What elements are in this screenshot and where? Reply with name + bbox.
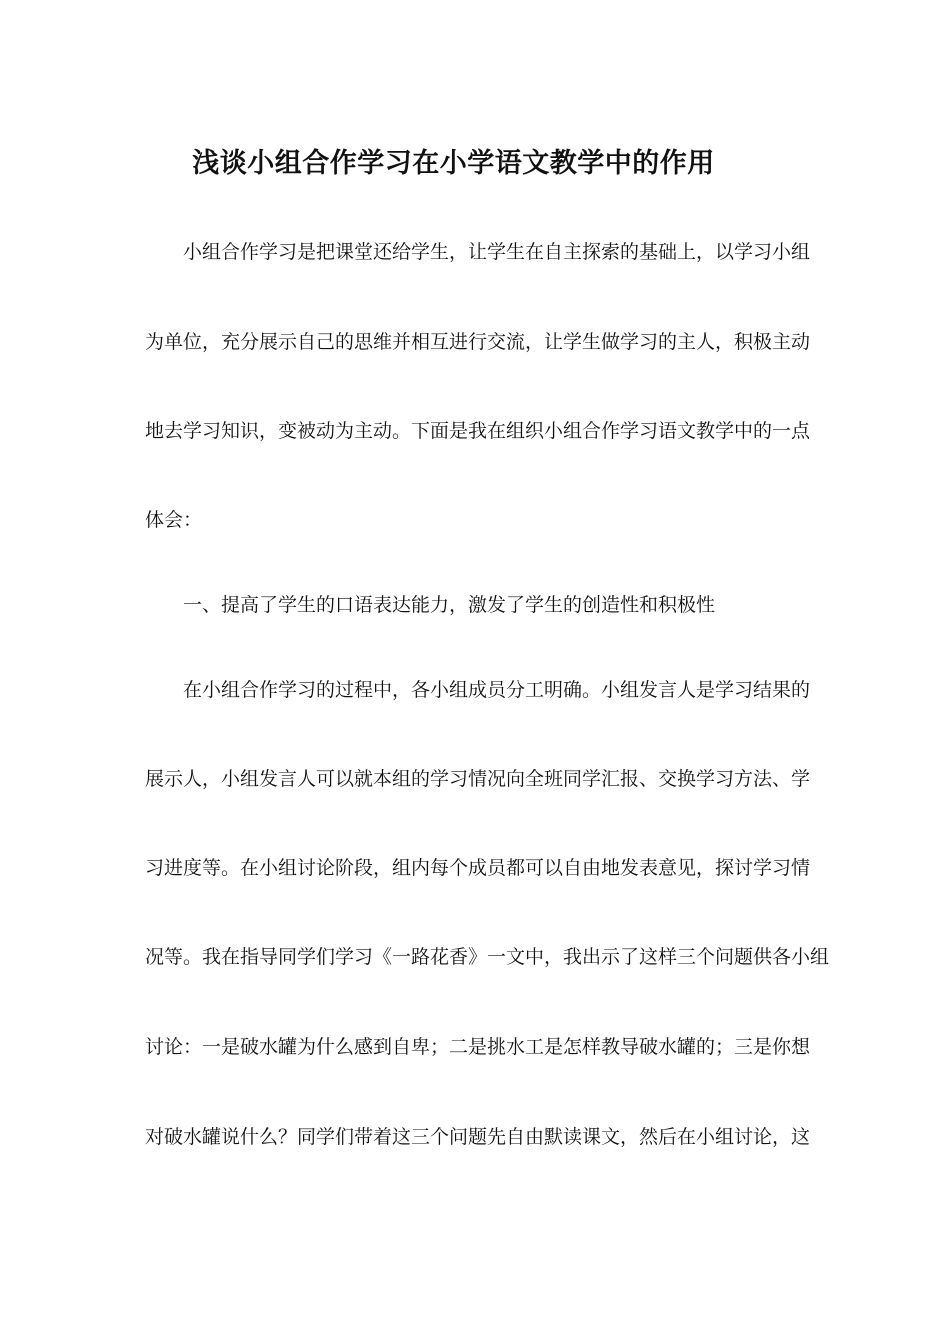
paragraph-line: 况等。我在指导同学们学习《一路花香》一文中，我出示了这样三个问题供各小组 (145, 946, 830, 968)
document-title: 浅谈小组合作学习在小学语文教学中的作用 (192, 148, 715, 179)
paragraph-line: 习进度等。在小组讨论阶段，组内每个成员都可以自由地发表意见，探讨学习情 (145, 857, 811, 879)
paragraph-line: 对破水罐说什么？同学们带着这三个问题先自由默读课文，然后在小组讨论，这 (145, 1126, 811, 1148)
paragraph-line: 在小组合作学习的过程中，各小组成员分工明确。小组发言人是学习结果的 (183, 679, 811, 701)
paragraph-line: 地去学习知识，变被动为主动。下面是我在组织小组合作学习语文教学中的一点 (145, 420, 811, 442)
paragraph-line: 讨论：一是破水罐为什么感到自卑；二是挑水工是怎样教导破水罐的；三是你想 (145, 1036, 811, 1058)
paragraph-line: 为单位，充分展示自己的思维并相互进行交流，让学生做学习的主人，积极主动 (145, 331, 811, 353)
paragraph-line: 体会： (145, 509, 203, 531)
paragraph-line: 展示人，小组发言人可以就本组的学习情况向全班同学汇报、交换学习方法、学 (145, 768, 811, 790)
paragraph-line: 小组合作学习是把课堂还给学生，让学生在自主探索的基础上，以学习小组 (183, 241, 811, 263)
section-heading: 一、提高了学生的口语表达能力，激发了学生的创造性和积极性 (183, 594, 716, 616)
